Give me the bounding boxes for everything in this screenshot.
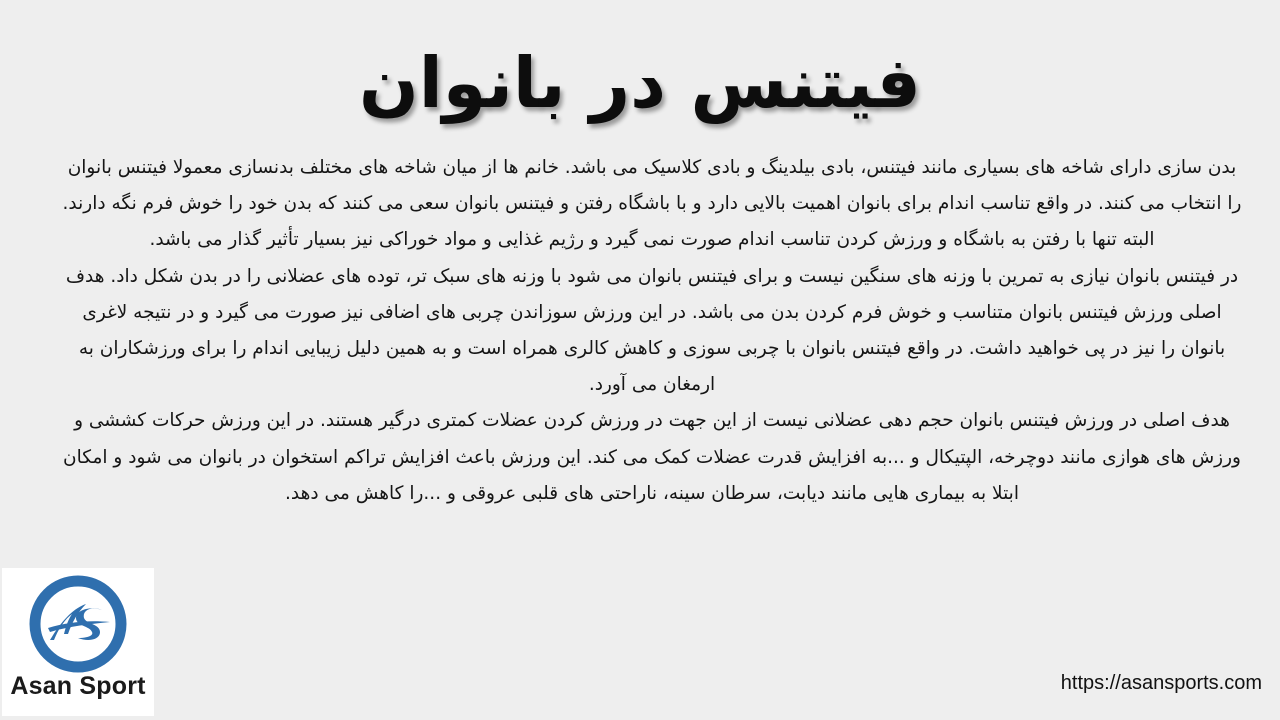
paragraph-2: در فیتنس بانوان نیازی به تمرین با وزنه های سنگین نیست و برای فیتنس بانوان می شود با وزنه های سبک تر، توده های عضلانی را در بدن شکل داد. هدف اصلی ورزش فیتنس بانوان متناسب و خوش فرم کردن بدن می باشد. در این ورزش سوزاندن چربی های اضافی نیز صورت می گیرد و در نتیجه لاغری بانوان را نیز در پی خواهید داشت. در واقع فیتنس بانوان با چربی سوزی و کاهش کالری همراه است و به همین دلیل زیبایی اندام را برای ورزشکاران به ارمغان می آورد. (65, 265, 1239, 396)
slide-body (62, 150, 1242, 512)
paragraph-1: بدن سازی دارای شاخه های بسیاری مانند فیتنس، بادی بیلدینگ و بادی کلاسیک می باشد. خانم ها از میان شاخه های مختلف بدنسازی معمولا فیتنس بانوان را انتخاب می کنند. در واقع تناسب اندام برای بانوان اهمیت بالایی دارد و با باشگاه رفتن و فیتنس بانوان سعی می کنند که بدن خود را خوش فرم نگه دارند. البته تنها با رفتن به باشگاه و ورزش کردن تناسب اندام صورت نمی گیرد و رژیم غذایی و مواد خوراکی نیز بسیار تأثیر گذار می باشد. (62, 157, 1242, 251)
slide-title: فیتنس در بانوان (359, 42, 921, 124)
logo-text: Asan Sport (10, 672, 146, 700)
website-url[interactable]: https://asansports.com (1060, 672, 1262, 694)
brand-logo (2, 568, 154, 716)
asan-sport-logo-icon (28, 574, 128, 674)
paragraph-3: هدف اصلی در ورزش فیتنس بانوان حجم دهی عضلانی نیست از این جهت در ورزش کردن عضلات کمتری درگیر هستند. در این ورزش حرکات کششی و ورزش های هوازی مانند دوچرخه، الپتیکال و ...به افزایش قدرت عضلات کمک می کند. این ورزش باعث افزایش تراکم استخوان در بانوان می شود و امکان ابتلا به بیماری هایی مانند دیابت، سرطان سینه، ناراحتی های قلبی عروقی و ...را کاهش می دهد. (63, 410, 1241, 504)
